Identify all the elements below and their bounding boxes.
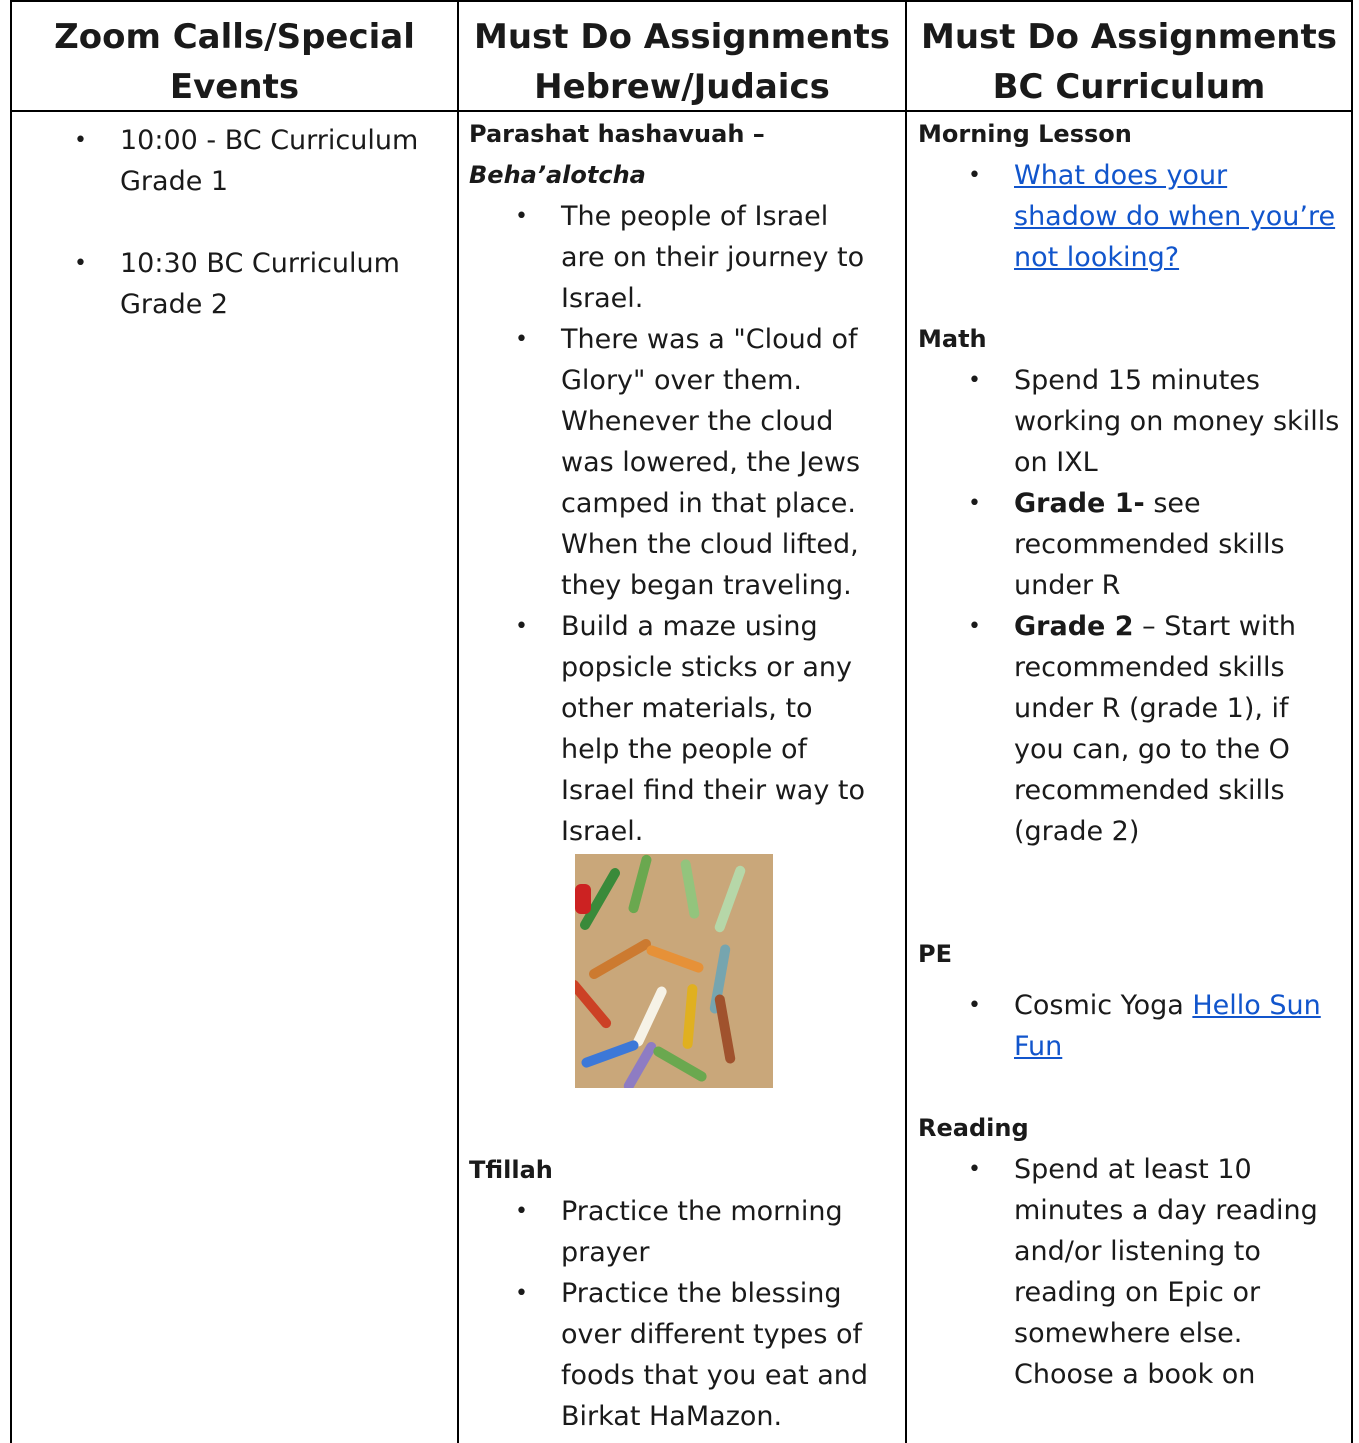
tfillah-title: Tfillah <box>469 1156 553 1184</box>
list-item: • Spend at least 10 minutes a day reading and/or listening to reading on Epic or somewhere else. Choose a book on <box>918 1149 1351 1395</box>
zoom-calls-cell <box>12 120 457 325</box>
list-item: • The people of Israel are on their journey to Israel. <box>469 196 905 319</box>
pe-title: PE <box>918 940 952 968</box>
list-item <box>918 155 1351 278</box>
popsicle-maze-photo <box>575 854 773 1088</box>
header-hebrew-judaics: Must Do Assignments Hebrew/Judaics <box>474 17 890 107</box>
list-item: • Build a maze using popsicle sticks or any other materials, to help the people of Israel find their way to Israel. <box>469 606 905 852</box>
list-item: • Practice the blessing over different types of foods that you eat and Birkat HaMazon. <box>469 1273 905 1437</box>
parasha-name: Beha’alotcha <box>469 161 646 189</box>
parasha-title: Parashat hashavuah – <box>469 120 765 148</box>
math-title: Math <box>918 325 987 353</box>
bc-curriculum-cell <box>918 114 1351 1395</box>
header-zoom-calls: Zoom Calls/Special Events <box>54 17 415 107</box>
hello-sun-fun-link[interactable]: Hello Sun Fun <box>1014 990 1321 1062</box>
header-bc-curriculum: Must Do Assignments BC Curriculum <box>921 17 1337 107</box>
assignments-table <box>10 0 1353 1443</box>
list-item: • Grade 1- see recommended skills under R <box>918 483 1351 606</box>
column-divider-1 <box>457 2 459 1443</box>
hebrew-judaics-cell <box>469 114 905 1437</box>
morning-lesson-title: Morning Lesson <box>918 120 1132 148</box>
list-item: • Grade 2 – Start with recommended skills under R (grade 1), if you can, go to the O recommended skills (grade 2) <box>918 606 1351 852</box>
list-item: • Practice the morning prayer <box>469 1191 905 1273</box>
reading-title: Reading <box>918 1114 1029 1142</box>
list-item: • 10:30 BC Curriculum Grade 2 <box>12 243 457 325</box>
list-item: • 10:00 - BC Curriculum Grade 1 <box>12 120 457 202</box>
list-item: • There was a "Cloud of Glory" over them. Whenever the cloud was lowered, the Jews camped in that place. When the cloud lifted, they began traveling. <box>469 319 905 606</box>
column-divider-2 <box>905 2 907 1443</box>
list-item: • Spend 15 minutes working on money skills on IXL <box>918 360 1351 483</box>
shadow-lesson-link[interactable]: What does your shadow do when you’re not looking? <box>1014 160 1336 273</box>
list-item: • Cosmic Yoga Hello Sun Fun <box>918 985 1351 1067</box>
